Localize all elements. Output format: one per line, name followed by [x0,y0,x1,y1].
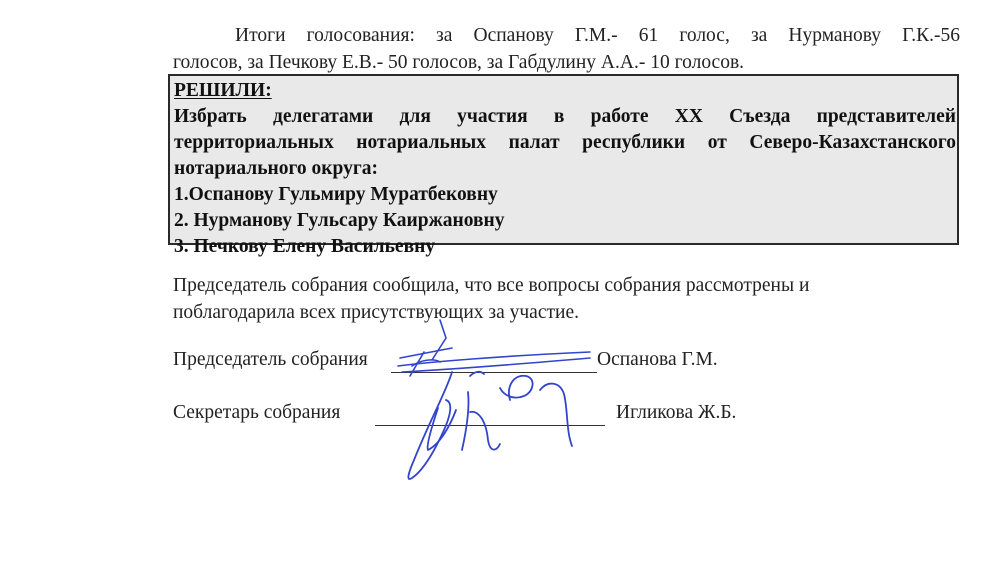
decision-heading: РЕШИЛИ: [174,80,272,101]
delegate-item: 2. Нурманову Гульсару Каиржановну [174,210,505,231]
closing-paragraph [173,272,933,326]
decision-text-line-3: нотариального округа: [174,158,378,179]
decision-text-line-2: территориальных нотариальных палат республики от Северо-Казахстанского [174,132,956,153]
voting-results-line-1: Итоги голосования: за Оспанову Г.М.- 61 голос, за Нурманову Г.К.-56 [235,25,960,46]
chair-signature-mark [398,320,590,376]
secretary-name: Игликова Ж.Б. [616,402,737,423]
secretary-signature-line [375,425,605,426]
closing-line-1: Председатель собрания сообщила, что все вопросы собрания рассмотрены и [173,275,810,296]
voting-results-line-2: голосов, за Печкову Е.В.- 50 голосов, за Габдулину А.А.- 10 голосов. [173,52,745,73]
delegate-item: 1.Оспанову Гульмиру Муратбековну [174,184,498,205]
chair-label: Председатель собрания [173,349,368,370]
closing-line-2: поблагодарила всех присутствующих за участие. [173,302,579,323]
decision-box [168,74,959,257]
decision-text-line-1: Избрать делегатами для участия в работе XX Съезда представителей [174,106,956,127]
chair-signature-line [391,372,597,373]
delegate-item: 3. Печкову Елену Васильевну [174,236,436,257]
secretary-label: Секретарь собрания [173,402,341,423]
chair-name: Оспанова Г.М. [597,349,718,370]
voting-results-paragraph [173,22,960,76]
